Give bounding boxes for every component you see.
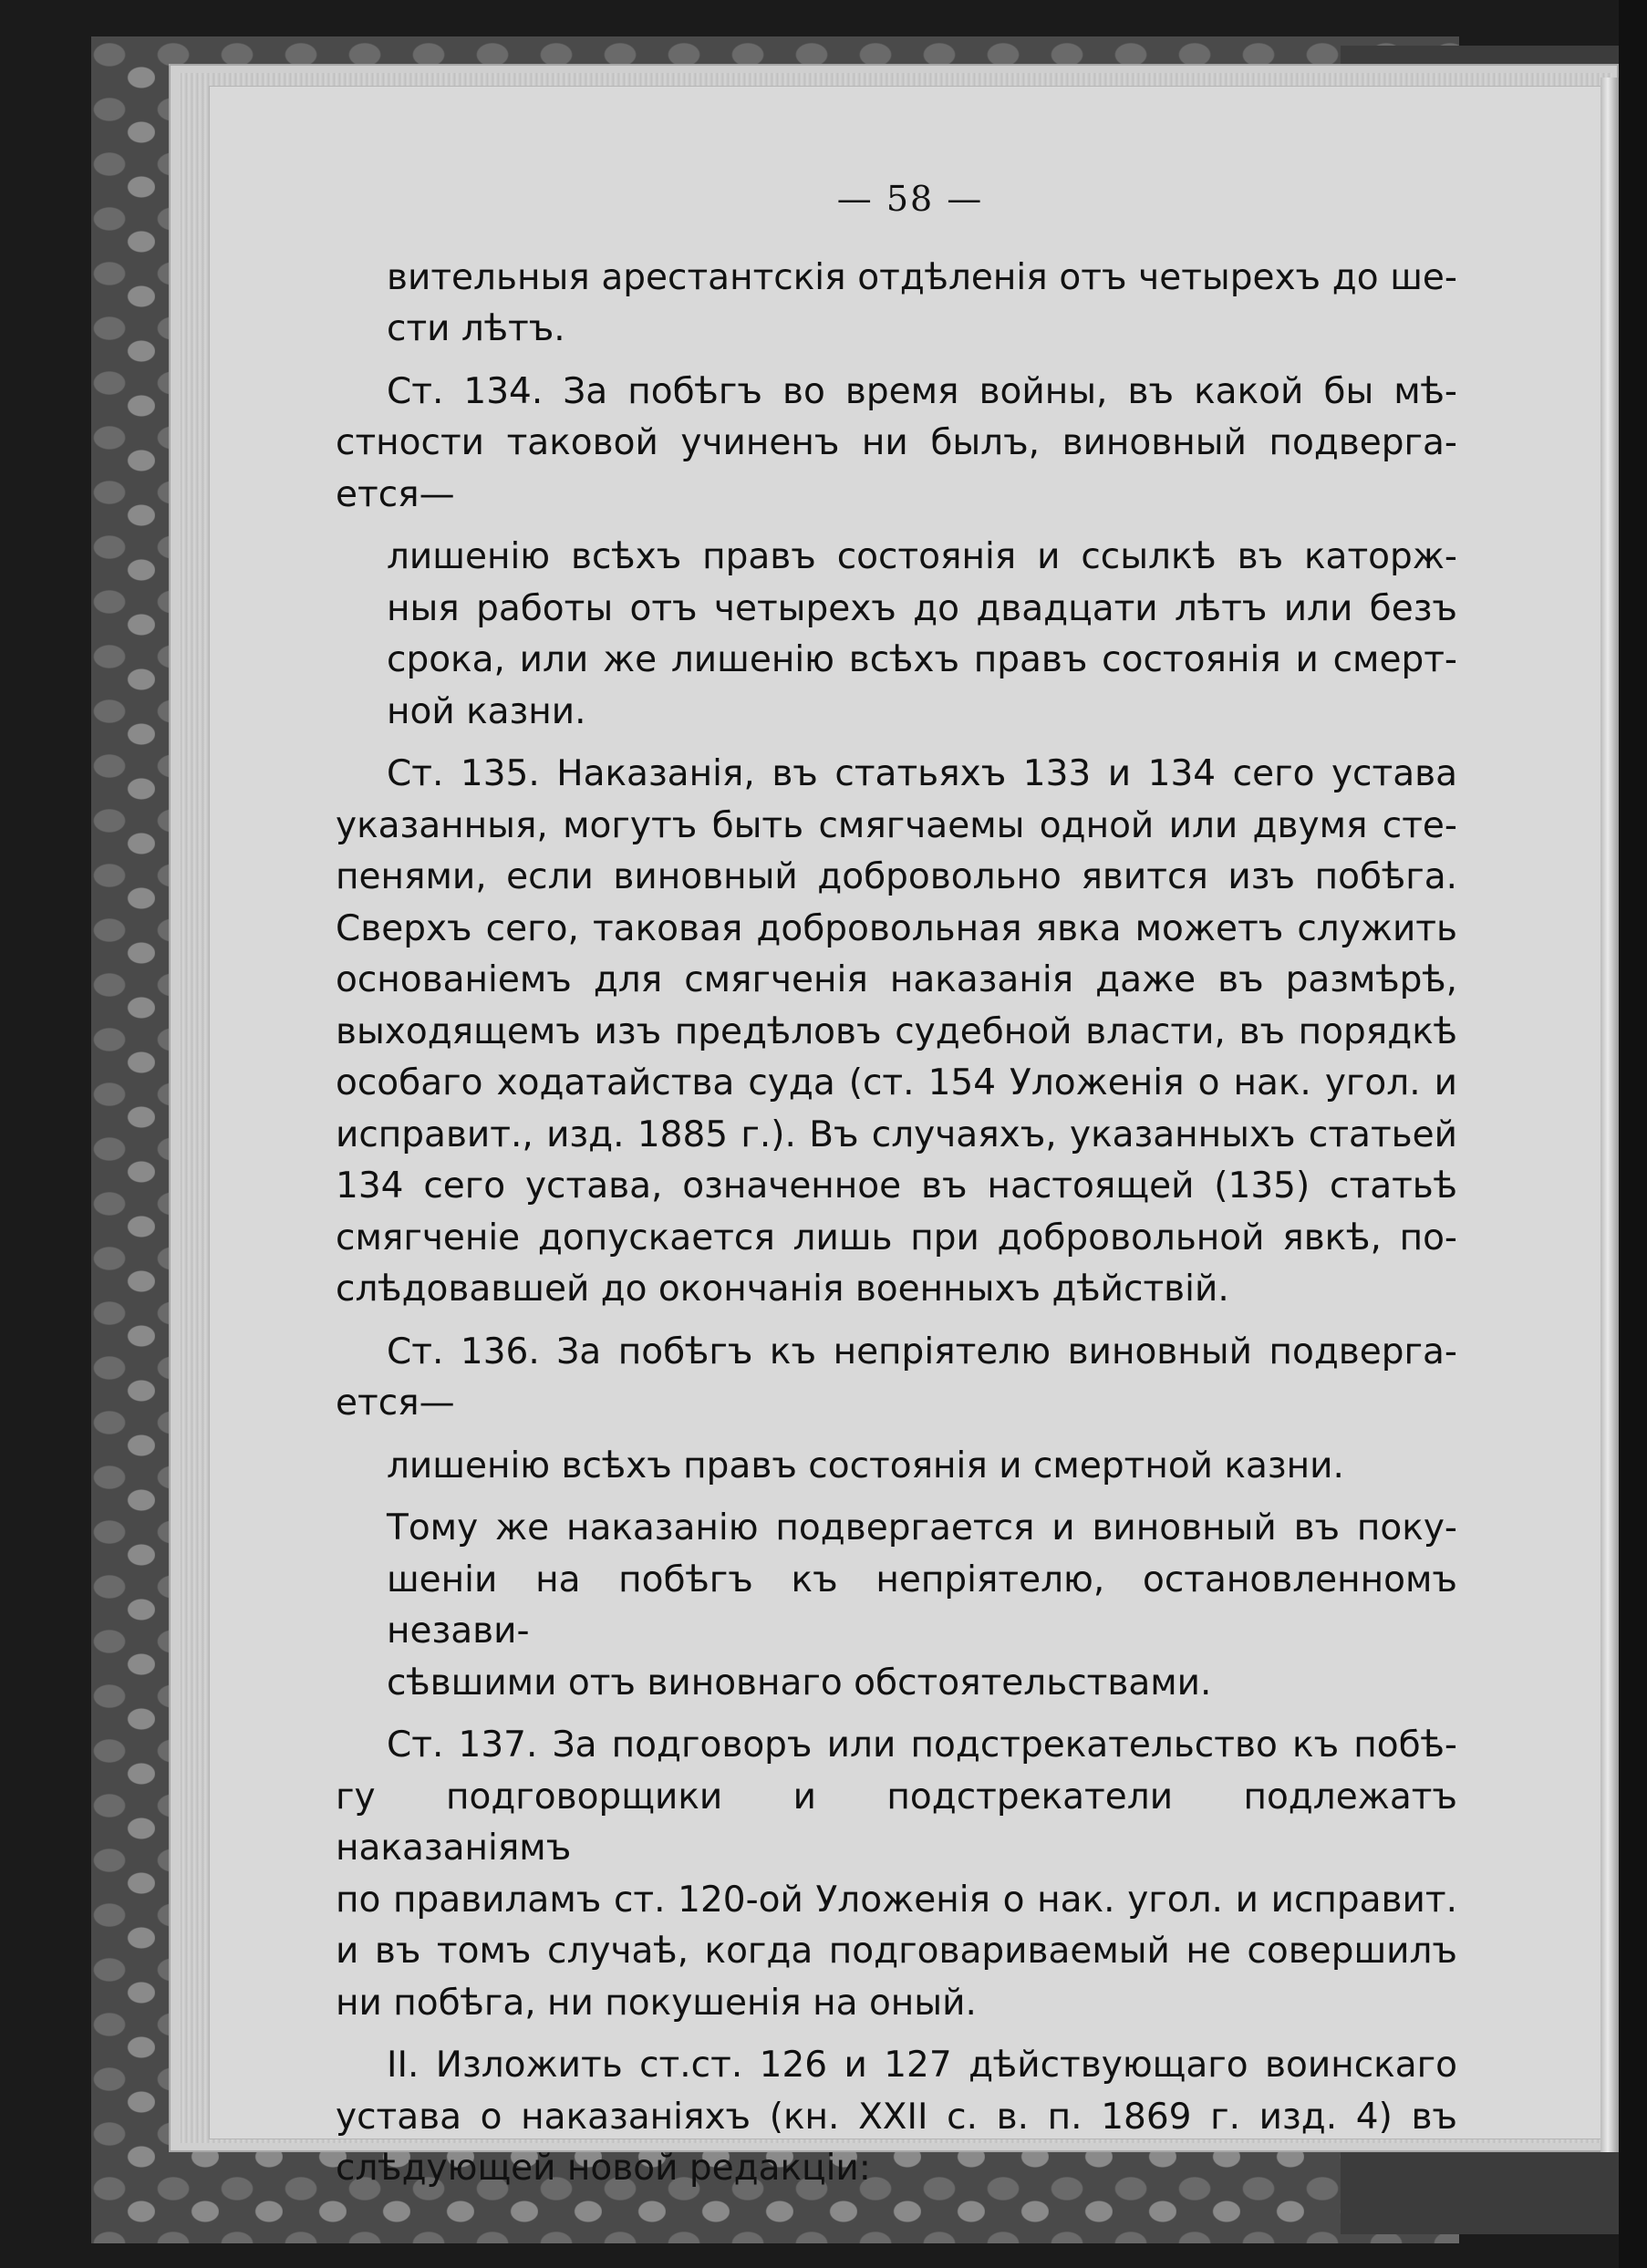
- text-line: сти лѣтъ.: [387, 308, 565, 349]
- text-line: указанныя, могутъ быть смягчаемы одной или двумя сте-: [336, 804, 1457, 846]
- text-line: срока, или же лишенію всѣхъ правъ состоянія и смерт-: [387, 639, 1457, 680]
- text-line: слѣдующей новой редакціи:: [336, 2148, 871, 2189]
- text-line: II. Изложить ст.ст. 126 и 127 дѣйствующаго воинскаго: [387, 2045, 1457, 2086]
- text-line: лишенію всѣхъ правъ состоянія и ссылкѣ въ каторж-: [387, 536, 1457, 577]
- paragraph: [336, 1720, 1457, 2029]
- text-line: и въ томъ случаѣ, когда подговариваемый не совершилъ: [336, 1931, 1457, 1972]
- text-line: слѣдовавшей до окончанія военныхъ дѣйствій.: [336, 1269, 1229, 1310]
- paragraph: [336, 367, 1457, 522]
- text-line: смягченіе допускается лишь при добровольной явкѣ, по-: [336, 1217, 1457, 1258]
- text-line: Ст. 135. Наказанія, въ статьяхъ 133 и 134 сего устава: [387, 753, 1457, 794]
- text-line: шеніи на побѣгъ къ непріятелю, остановленномъ незави-: [387, 1559, 1457, 1652]
- text-line: гу подговорщики и подстрекатели подлежатъ наказаніямъ: [336, 1776, 1457, 1869]
- text-line: ется—: [336, 473, 455, 515]
- paragraph: [336, 1503, 1457, 1709]
- text-line: по правиламъ ст. 120-ой Уложенія о нак. угол. и исправит.: [336, 1879, 1457, 1921]
- text-line: Сверхъ сего, таковая добровольная явка можетъ служить: [336, 907, 1457, 949]
- paragraph: [336, 2040, 1457, 2195]
- paragraphs: [336, 253, 1457, 2195]
- text-line: Ст. 134. За побѣгъ во время войны, въ какой бы мѣ-: [387, 370, 1457, 412]
- text-line: ни побѣга, ни покушенія на оный.: [336, 1982, 977, 2024]
- text-line: ется—: [336, 1383, 455, 1424]
- paragraph: [336, 749, 1457, 1316]
- text-line: ной казни.: [387, 690, 586, 732]
- text-line: вительныя арестантскія отдѣленія отъ четырехъ до ше-: [387, 256, 1457, 298]
- page-text: [336, 173, 1457, 2206]
- page-number: — 58 —: [836, 179, 984, 219]
- page-gutter: [1600, 78, 1619, 2152]
- text-line: ныя работы отъ четырехъ до двадцати лѣтъ или безъ: [387, 587, 1457, 629]
- text-line: Ст. 137. За подговоръ или подстрекательство къ побѣ-: [387, 1724, 1457, 1766]
- paragraph: [336, 1327, 1457, 1430]
- text-line: выходящемъ изъ предѣловъ судебной власти, въ порядкѣ: [336, 1010, 1457, 1052]
- text-line: стности таковой учиненъ ни былъ, виновный подверга-: [336, 422, 1457, 463]
- text-line: исправит., изд. 1885 г.). Въ случаяхъ, указанныхъ статьей: [336, 1113, 1457, 1155]
- text-line: пенями, если виновный добровольно явится изъ побѣга.: [336, 856, 1457, 897]
- text-line: сѣвшими отъ виновнаго обстоятельствами.: [387, 1662, 1212, 1704]
- text-line: Ст. 136. За побѣгъ къ непріятелю виновный подверга-: [387, 1331, 1457, 1372]
- text-line: лишенію всѣхъ правъ состоянія и смертной казни.: [387, 1445, 1344, 1486]
- text-line: Тому же наказанію подвергается и виновный въ поку-: [387, 1507, 1457, 1548]
- text-line: особаго ходатайства суда (ст. 154 Уложенія о нак. угол. и: [336, 1062, 1457, 1103]
- text-line: 134 сего устава, означенное въ настоящей (135) статьѣ: [336, 1165, 1457, 1206]
- book-spine-edge: [1619, 0, 1647, 2268]
- paragraph: [336, 1441, 1457, 1493]
- paragraph: [336, 253, 1457, 356]
- text-line: устава о наказаніяхъ (кн. XXII с. в. п. 1869 г. изд. 4) въ: [336, 2096, 1457, 2138]
- paragraph: [336, 532, 1457, 738]
- text-line: основаніемъ для смягченія наказанія даже въ размѣрѣ,: [336, 959, 1457, 1000]
